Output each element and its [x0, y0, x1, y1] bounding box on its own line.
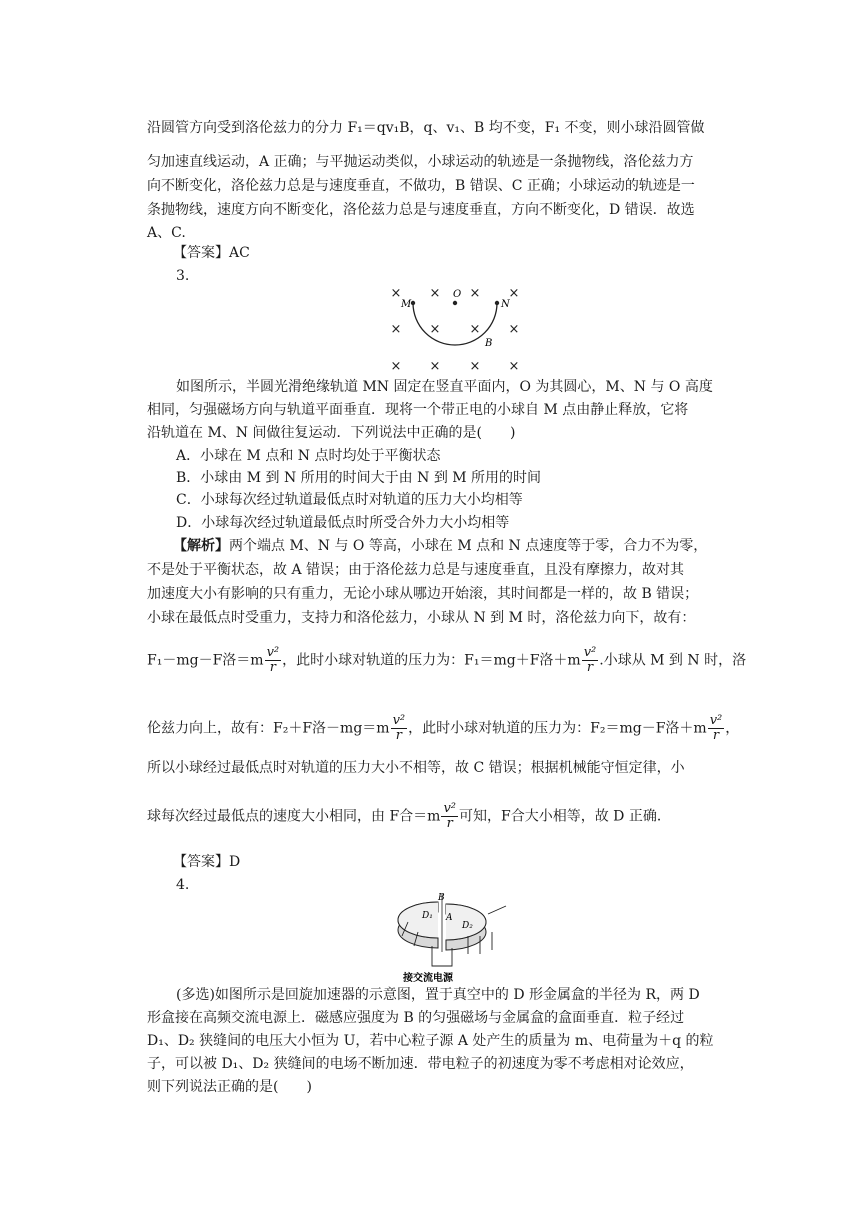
question-stem: 沿轨道在 M、N 间做往复运动．下列说法中正确的是( )	[147, 425, 516, 441]
point-n	[495, 301, 499, 305]
fraction-numerator: v²	[392, 713, 406, 728]
fraction-denominator: r	[712, 728, 720, 743]
question-stem: 如图所示，半圆光滑绝缘轨道 MN 固定在竖直平面内，O 为其圆心，M、N 与 O 高度	[176, 379, 713, 395]
semicircle-track-figure	[380, 282, 530, 372]
svg-text:×: ×	[390, 359, 402, 372]
analysis-line: 小球在最低点时受重力，支持力和洛伦兹力，小球从 N 到 M 时，洛伦兹力向下，故有：	[147, 610, 696, 626]
option-d: D．小球每次经过轨道最低点时所受合外力大小均相等	[176, 515, 510, 531]
analysis-paragraph	[173, 536, 707, 556]
fraction	[708, 714, 725, 743]
svg-text:×: ×	[390, 322, 402, 337]
equation-text: .小球从 M 到 N 时，洛	[599, 652, 747, 669]
svg-text:×: ×	[429, 322, 441, 337]
analysis-text: 两个端点 M、N 与 O 等高，小球在 M 点和 N 点速度等于零，合力不为零，	[229, 538, 708, 554]
fraction-numerator: v²	[709, 713, 723, 728]
fraction-numerator: v²	[443, 801, 457, 816]
equation-text: 伦兹力向上，故有：F₂＋F洛－mg＝m	[147, 720, 390, 737]
question-number: 3.	[176, 268, 190, 284]
equation-line	[147, 802, 671, 831]
option-b: B．小球由 M 到 N 所用的时间大于由 N 到 M 所用的时间	[176, 470, 542, 486]
analysis-line: 向不断变化，洛伦兹力总是与速度垂直，不做功，B 错误、C 正确；小球运动的轨迹是一	[147, 178, 695, 194]
equation-line	[147, 714, 739, 743]
svg-text:×: ×	[429, 359, 441, 372]
analysis-line: 沿圆管方向受到洛伦兹力的分力 F₁＝qv₁B，q、v₁、B 均不变，F₁ 不变，则小球沿圆管做	[147, 120, 705, 136]
analysis-line: 加速度大小有影响的只有重力，无论小球从哪边开始滚，其时间都是一样的，故 B 错误；	[147, 586, 699, 602]
analysis-line: 匀加速直线运动，A 正确；与平抛运动类似，小球运动的轨迹是一条抛物线，洛伦兹力方	[147, 154, 694, 170]
svg-text:×: ×	[508, 322, 520, 337]
analysis-line: 条抛物线，速度方向不断变化，洛伦兹力总是与速度垂直，方向不断变化，D 错误．故选	[147, 202, 695, 218]
figure-caption: 接交流电源	[403, 973, 453, 984]
equation-text: F₁－mg－F洛＝m	[147, 652, 264, 669]
analysis-line: A、C.	[147, 225, 186, 241]
fraction-denominator: r	[586, 660, 594, 675]
fraction-denominator: r	[269, 660, 276, 675]
option-c: C．小球每次经过轨道最低点时对轨道的压力大小均相等	[176, 492, 523, 508]
label-m: M	[401, 299, 412, 310]
question-stem: D₁、D₂ 狭缝间的电压大小恒为 U，若中心粒子源 A 处产生的质量为 m、电荷量为＋q 的粒	[147, 1033, 714, 1049]
equation-text: ，此时小球对轨道的压力为：F₁＝mg＋F洛＋m	[282, 652, 581, 669]
svg-text:×: ×	[469, 322, 481, 337]
label-d2: D₂	[462, 921, 473, 931]
question-stem: 子，可以被 D₁、D₂ 狭缝间的电场不断加速．带电粒子的初速度为零不考虑相对论效应，	[147, 1056, 694, 1072]
svg-text:×: ×	[390, 286, 402, 301]
svg-text:×: ×	[508, 286, 520, 301]
svg-text:×: ×	[508, 359, 520, 372]
fraction-denominator: r	[395, 728, 402, 743]
point-m	[411, 301, 415, 305]
label-n: N	[501, 299, 510, 310]
label-b: B	[438, 893, 445, 903]
point-o	[453, 301, 457, 305]
fraction	[265, 646, 282, 675]
fraction-denominator: r	[446, 816, 453, 831]
question-number: 4.	[176, 877, 190, 893]
svg-text:×: ×	[469, 359, 481, 372]
question-stem: 相同，匀强磁场方向与轨道平面垂直．现将一个带正电的小球自 M 点由静止释放，它将	[147, 402, 689, 418]
equation-text: 球每次经过最低点的速度大小相同，由 F合＝m	[147, 808, 441, 825]
label-o: O	[453, 289, 462, 300]
equation-text: ，此时小球对轨道的压力为：F₂＝mg－F洛＋m	[408, 720, 707, 737]
answer-label: 【答案】D	[173, 854, 241, 870]
analysis-line: 不是处于平衡状态，故 A 错误；由于洛伦兹力总是与速度垂直，且没有摩擦力，故对其	[147, 562, 685, 578]
question-stem: 形盒接在高频交流电源上．磁感应强度为 B 的匀强磁场与金属盒的盒面垂直．粒子经过	[147, 1010, 685, 1026]
label-a: A	[446, 913, 453, 923]
equation-line	[147, 646, 746, 675]
svg-text:×: ×	[469, 286, 481, 301]
fraction-numerator: v²	[266, 645, 280, 660]
fraction	[582, 646, 599, 675]
analysis-tag: 【解析】	[173, 538, 229, 554]
svg-text:×: ×	[429, 286, 441, 301]
question-stem: (多选)如图所示是回旋加速器的示意图，置于真空中的 D 形金属盒的半径为 R，两 D	[176, 987, 700, 1003]
equation-text: 可知，F合大小相等，故 D 正确．	[459, 808, 671, 825]
option-a: A．小球在 M 点和 N 点时均处于平衡状态	[176, 448, 441, 464]
equation-text: ，	[725, 720, 740, 737]
fraction-numerator: v²	[583, 645, 597, 660]
answer-label: 【答案】AC	[173, 245, 250, 261]
label-b: B	[485, 338, 493, 349]
cyclotron-figure	[388, 892, 528, 984]
label-d1: D₁	[422, 911, 433, 921]
question-stem: 则下列说法正确的是( )	[147, 1079, 312, 1095]
fraction	[391, 714, 408, 743]
fraction	[441, 802, 458, 831]
analysis-line: 所以小球经过最低点时对轨道的压力大小不相等，故 C 错误；根据机械能守恒定律，小	[147, 760, 685, 776]
